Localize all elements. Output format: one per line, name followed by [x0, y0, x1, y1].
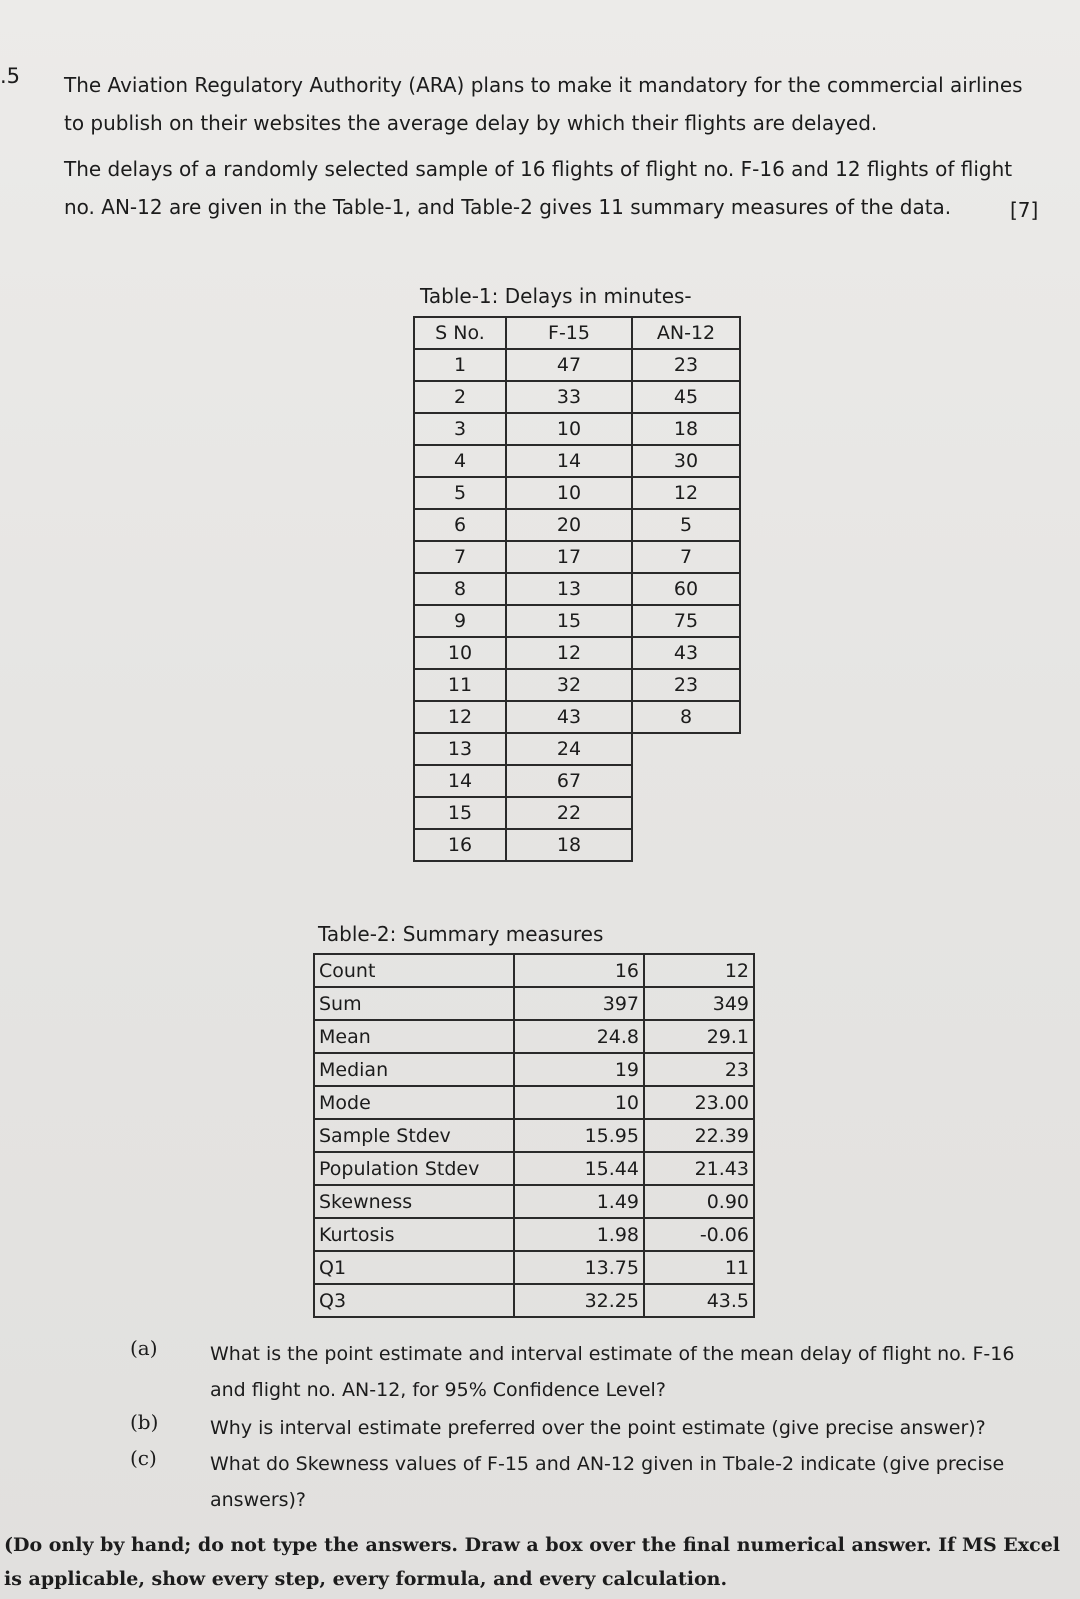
table-cell: 11: [414, 669, 506, 701]
table-row: [314, 1284, 754, 1317]
table-cell: 24: [506, 733, 632, 765]
measure-value: 32.25: [514, 1284, 644, 1317]
table-cell: 32: [506, 669, 632, 701]
measure-value: 15.44: [514, 1152, 644, 1185]
table-row: [414, 733, 740, 765]
table-cell: 13: [414, 733, 506, 765]
table-row: [414, 509, 740, 541]
table-cell: 12: [632, 477, 740, 509]
table-cell: 13: [506, 573, 632, 605]
measure-label: Q1: [314, 1251, 514, 1284]
table-cell: 67: [506, 765, 632, 797]
table-row: [314, 1119, 754, 1152]
measure-value: 24.8: [514, 1020, 644, 1053]
measure-value: 1.49: [514, 1185, 644, 1218]
table-cell: 9: [414, 605, 506, 637]
table-cell: 16: [414, 829, 506, 861]
table-cell: 23: [632, 349, 740, 381]
table-cell: [632, 733, 740, 765]
measure-value: 23: [644, 1053, 754, 1086]
subquestion-text: What do Skewness values of F-15 and AN-12 given in Tbale-2 indicate (give precise answers)?: [210, 1453, 1005, 1511]
table-row: [414, 669, 740, 701]
table-cell: [632, 765, 740, 797]
table-cell: 7: [414, 541, 506, 573]
measure-value: 43.5: [644, 1284, 754, 1317]
table-cell: 12: [414, 701, 506, 733]
table-row: [314, 987, 754, 1020]
table-cell: 1: [414, 349, 506, 381]
table-cell: 20: [506, 509, 632, 541]
table-cell: 15: [506, 605, 632, 637]
table-cell: 18: [506, 829, 632, 861]
measure-value: 16: [514, 954, 644, 987]
table-cell: 7: [632, 541, 740, 573]
measure-value: 22.39: [644, 1119, 754, 1152]
instructions-note: (Do only by hand; do not type the answers. Draw a box over the final numerical answer. If MS Excel is applicable, show every step, every formula, and every calculation.: [4, 1534, 1060, 1590]
table-row: [414, 413, 740, 445]
table-cell: 17: [506, 541, 632, 573]
table-row: [414, 445, 740, 477]
table-row: [414, 477, 740, 509]
measure-value: 12: [644, 954, 754, 987]
question-intro: The Aviation Regulatory Authority (ARA) plans to make it mandatory for the commercial airlines to publish on their websites the average delay by which their flights are delayed.: [64, 73, 1023, 135]
table-header-row: [414, 317, 740, 349]
table-cell: 15: [414, 797, 506, 829]
table-cell: 14: [414, 765, 506, 797]
table-row: [314, 1053, 754, 1086]
subquestion-label: (c): [130, 1446, 157, 1470]
measure-label: Q3: [314, 1284, 514, 1317]
table-cell: 23: [632, 669, 740, 701]
table-cell: 18: [632, 413, 740, 445]
measure-label: Mode: [314, 1086, 514, 1119]
subquestion-text: Why is interval estimate preferred over the point estimate (give precise answer)?: [210, 1417, 986, 1439]
question-marks: [7]: [1010, 198, 1039, 222]
measure-label: Population Stdev: [314, 1152, 514, 1185]
table-cell: 5: [632, 509, 740, 541]
column-header: F-15: [506, 317, 632, 349]
table-cell: 4: [414, 445, 506, 477]
measure-value: -0.06: [644, 1218, 754, 1251]
table-row: [414, 829, 740, 861]
question-data-description: The delays of a randomly selected sample of 16 flights of flight no. F-16 and 12 flights of flight no. AN-12 are given in the Table-1, and Table-2 gives 11 summary measures of the data.: [64, 157, 1013, 219]
table-row: [414, 349, 740, 381]
table-cell: 30: [632, 445, 740, 477]
measure-label: Sum: [314, 987, 514, 1020]
measure-label: Count: [314, 954, 514, 987]
table1-caption: Table-1: Delays in minutes-: [420, 284, 692, 308]
table-cell: 5: [414, 477, 506, 509]
delays-table: [413, 316, 741, 862]
subquestion-label: (a): [130, 1336, 158, 1360]
table-row: [414, 637, 740, 669]
measure-label: Mean: [314, 1020, 514, 1053]
table-cell: 12: [506, 637, 632, 669]
table-cell: 47: [506, 349, 632, 381]
measure-label: Sample Stdev: [314, 1119, 514, 1152]
table-cell: 6: [414, 509, 506, 541]
table-row: [314, 1185, 754, 1218]
table-row: [414, 701, 740, 733]
measure-value: 349: [644, 987, 754, 1020]
measure-value: 397: [514, 987, 644, 1020]
column-header: S No.: [414, 317, 506, 349]
subquestion-label: (b): [130, 1410, 159, 1434]
table-cell: 10: [506, 413, 632, 445]
measure-value: 23.00: [644, 1086, 754, 1119]
table-cell: 2: [414, 381, 506, 413]
table-cell: 60: [632, 573, 740, 605]
measure-value: 11: [644, 1251, 754, 1284]
measure-value: 1.98: [514, 1218, 644, 1251]
table-cell: 22: [506, 797, 632, 829]
question-number: .5: [0, 64, 21, 88]
table-cell: 43: [506, 701, 632, 733]
table-row: [314, 1251, 754, 1284]
table-row: [314, 1086, 754, 1119]
measure-value: 0.90: [644, 1185, 754, 1218]
table-cell: 43: [632, 637, 740, 669]
table-cell: 45: [632, 381, 740, 413]
table-cell: 10: [414, 637, 506, 669]
table-cell: [632, 829, 740, 861]
measure-value: 13.75: [514, 1251, 644, 1284]
column-header: AN-12: [632, 317, 740, 349]
table-cell: 8: [632, 701, 740, 733]
table-row: [314, 1020, 754, 1053]
measure-label: Kurtosis: [314, 1218, 514, 1251]
table-row: [314, 954, 754, 987]
table-cell: 3: [414, 413, 506, 445]
measure-value: 19: [514, 1053, 644, 1086]
summary-measures-table: [313, 953, 755, 1318]
table-row: [414, 797, 740, 829]
table-row: [314, 1152, 754, 1185]
measure-value: 29.1: [644, 1020, 754, 1053]
measure-value: 10: [514, 1086, 644, 1119]
table-cell: 75: [632, 605, 740, 637]
measure-value: 15.95: [514, 1119, 644, 1152]
table-cell: 10: [506, 477, 632, 509]
table-cell: 14: [506, 445, 632, 477]
table-row: [414, 605, 740, 637]
measure-label: Median: [314, 1053, 514, 1086]
table-row: [414, 765, 740, 797]
subquestion-text: What is the point estimate and interval estimate of the mean delay of flight no. F-16 and flight no. AN-12, for 95% Confidence Level?: [210, 1343, 1015, 1401]
table-row: [414, 541, 740, 573]
table-row: [314, 1218, 754, 1251]
table2-caption: Table-2: Summary measures: [318, 922, 604, 946]
table-row: [414, 573, 740, 605]
table-row: [414, 381, 740, 413]
measure-value: 21.43: [644, 1152, 754, 1185]
measure-label: Skewness: [314, 1185, 514, 1218]
table-cell: 8: [414, 573, 506, 605]
table-cell: 33: [506, 381, 632, 413]
table-cell: [632, 797, 740, 829]
